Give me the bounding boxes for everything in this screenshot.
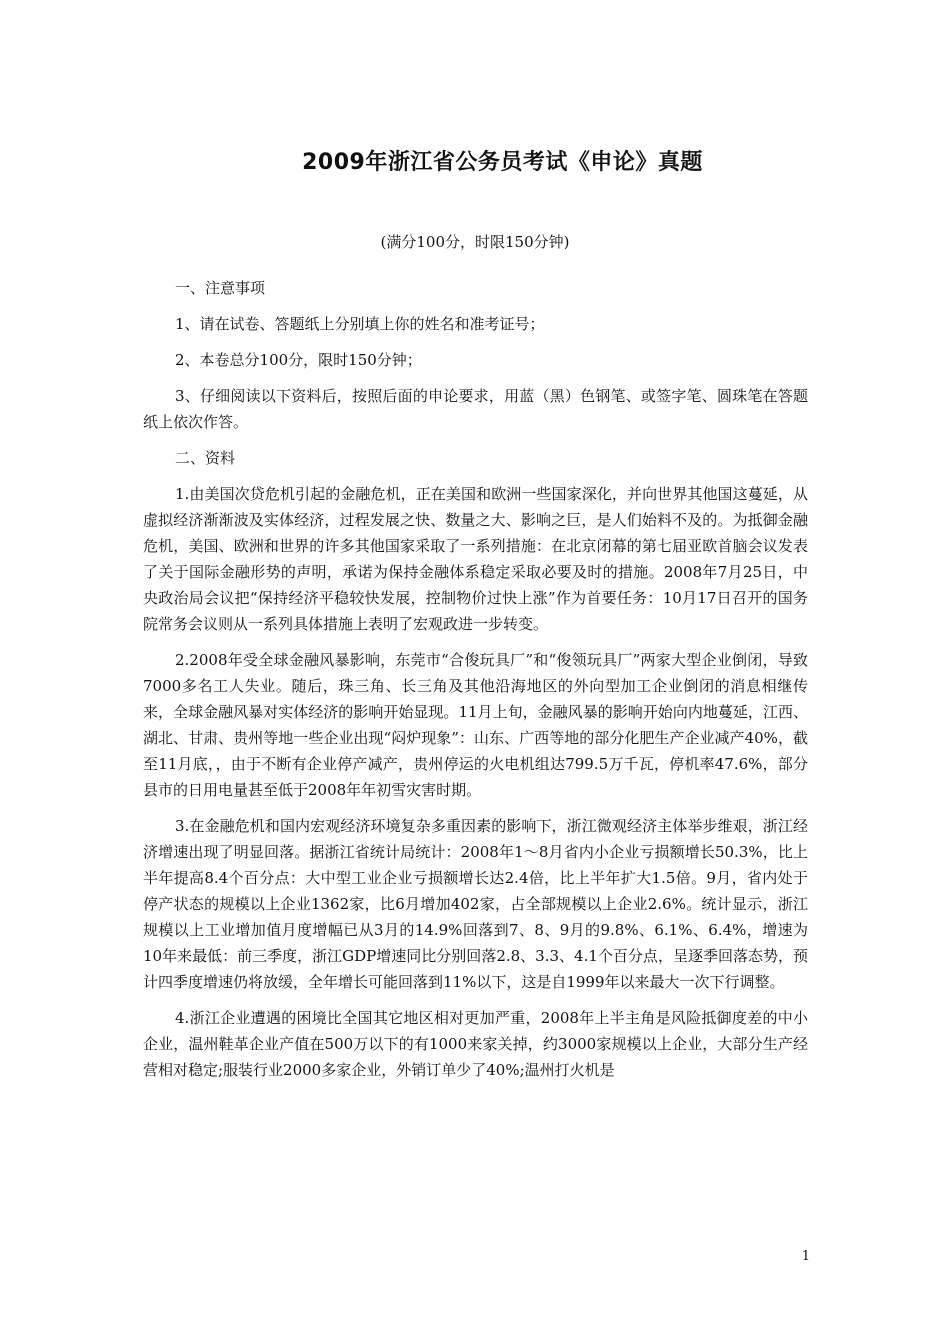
material-paragraph: 4.浙江企业遭遇的困境比全国其它地区相对更加严重，2008年上半主角是风险抵御度差的中小企业，温州鞋革企业产值在500万以下的有1000来家关掉，约3000家规模以上企业，大部分生产经营相对稳定;服装行业2000多家企业，外销订单少了40%;温州打火机是 [143,1009,808,1079]
document-body [143,275,808,1093]
page-number: 1 [801,1249,810,1264]
note-item: 3、仔细阅读以下资料后，按照后面的申论要求，用蓝（黑）色钢笔、或签字笔、圆珠笔在答题纸上依次作答。 [143,387,808,431]
material-paragraph: 1.由美国次贷危机引起的金融危机，正在美国和欧洲一些国家深化，并向世界其他国这蔓延，从虚拟经济渐渐波及实体经济，过程发展之快、数量之大、影响之巨，是人们始料不及的。为抵御金融危机，美国、欧洲和世界的许多其他国家采取了一系列措施：在北京闭幕的第七届亚欧首脑会议发表了关于国际金融形势的声明，承诺为保持金融体系稳定采取必要及时的措施。2008年7月25日，中央政治局会议把“保持经济平稳较快发展，控制物价过快上涨”作为首要任务：10月17日召开的国务院常务会议则从一系列具体措施上表明了宏观政进一步转变。 [143,485,808,633]
document-title: 2009年浙江省公务员考试《申论》真题 [302,150,703,175]
document-subtitle: (满分100分，时限150分钟) [380,233,570,251]
note-item: 2、本卷总分100分，限时150分钟； [175,351,422,369]
material-paragraph: 2.2008年受全球金融风暴影响，东莞市“合俊玩具厂”和“俊领玩具厂”两家大型企业倒闭，导致7000多名工人失业。随后，珠三角、长三角及其他沿海地区的外向型加工企业倒闭的消息相继传来，全球金融风暴对实体经济的影响开始显现。11月上旬，金融风暴的影响开始向内地蔓延，江西、湖北、甘肃、贵州等地一些企业出现“闷炉现象”：山东、广西等地的部分化肥生产企业减产40%，截至11月底，，由于不断有企业停产减产，贵州停运的火电机组达799.5万千瓦，停机率47.6%，部分县市的日用电量甚至低于2008年年初雪灾害时期。 [143,651,808,799]
material-paragraph: 3.在金融危机和国内宏观经济环境复杂多重因素的影响下，浙江微观经济主体举步维艰，浙江经济增速出现了明显回落。据浙江省统计局统计：2008年1～8月省内小企业亏损额增长50.3%，比上半年提高8.4个百分点：大中型工业企业亏损额增长达2.4倍，比上半年扩大1.5倍。9月，省内处于停产状态的规模以上企业1362家，比6月增加402家，占全部规模以上企业2.6%。统计显示，浙江规模以上工业增加值月度增幅已从3月的14.9%回落到7、8、9月的9.8%、6.1%、6.4%，增速为10年来最低：前三季度，浙江GDP增速同比分别回落2.8、3.3、4.1个百分点，呈逐季回落态势，预计四季度增速仍将放缓，全年增长可能回落到11%以下，这是自1999年以来最大一次下行调整。 [143,817,808,991]
section-heading-materials: 二、资料 [175,449,236,467]
note-item: 1、请在试卷、答题纸上分别填上你的姓名和准考证号； [175,315,545,333]
section-heading-notes: 一、注意事项 [175,279,266,297]
